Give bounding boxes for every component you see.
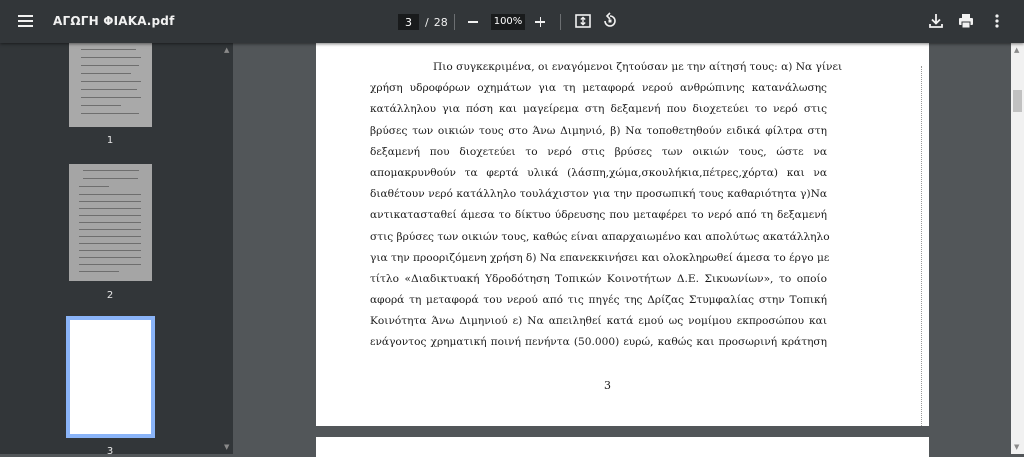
margin-line (921, 66, 922, 426)
download-icon[interactable] (926, 11, 946, 31)
sidebar-scroll-up-icon[interactable]: ▲ (224, 46, 230, 54)
thumbnail-label: 2 (106, 290, 114, 301)
main-scroll-down-icon[interactable]: ▼ (1014, 443, 1020, 451)
thumbnail-label: 1 (106, 135, 114, 146)
text-line: αφορά τη μεταφορά του νερού από τις πηγές της Δρίζας Στυμφαλίας στην Τοπική (370, 294, 827, 307)
page-selector (398, 14, 448, 30)
toolbar-divider (560, 14, 561, 30)
text-line: διαθέτουν νερό κατάλληλο τουλάχιστον για την προσωπική τους καθαριότητα γ)Να (370, 188, 827, 201)
thumbnail-page-1[interactable] (69, 43, 152, 127)
main-scrollbar-thumb[interactable] (1013, 90, 1022, 112)
text-line: βρύσες των οικιών τους στο Άνω Διμηνιό, β) Να τοποθετηθούν ειδικά φίλτρα στη (370, 124, 827, 137)
more-vert-icon[interactable] (987, 11, 1007, 31)
pdf-page-next (316, 437, 929, 457)
toolbar (0, 0, 1024, 43)
thumbnail-page-3-selected[interactable] (66, 316, 155, 438)
zoom-out-button[interactable] (466, 13, 480, 29)
print-icon[interactable] (956, 11, 976, 31)
text-line: δεξαμενή που διοχετεύει το νερό στις βρύσες των οικιών τους, ώστε να (370, 145, 827, 158)
text-line: Κοινότητα Άνω Διμηνιού ε) Να απειληθεί κατά εμού ως νομίμου εκπροσώπου και (370, 315, 827, 328)
page-number-input[interactable] (398, 14, 419, 30)
text-line: τίτλο «Διαδικτυακή Υδροδότηση Τοπικών Κοινοτήτων Δ.Ε. Σικυωνίων», το οποίο (370, 272, 827, 285)
fit-page-icon[interactable] (573, 11, 593, 31)
zoom-level-input[interactable]: 100% (491, 14, 525, 30)
text-line: στις βρύσες των οικιών τους, καθώς είναι απαρχαιωμένο και απολύτως ακατάλληλο (370, 230, 830, 243)
text-line: για την προοριζόμενη χρήση δ) Να επανεκκινήσει και ολοκληρωθεί άμεσα το έργο με (370, 251, 830, 264)
text-line: κατάλληλου για πόση και μαγείρεμα στη δεξαμενή που διοχετεύει το νερό στις (370, 103, 827, 116)
text-line: απομακρυνθούν τα φερτά υλικά (λάσπη,χώμα,σκουλήκια,πέτρες,χόρτα) και να (370, 166, 827, 179)
rotate-icon[interactable] (600, 11, 620, 31)
page-separator: / (425, 15, 429, 29)
page-text (370, 57, 843, 354)
toolbar-divider (454, 14, 455, 30)
text-line: χρήση υδροφόρων οχημάτων για τη μεταφορά νερού ανθρώπινης κατανάλωσης (370, 82, 827, 95)
text-line: ενάγοντος χρηματική ποινή πενήντα (50.000) ευρώ, καθώς και προσωρινή κράτηση (370, 336, 827, 349)
thumbnail-page-2[interactable] (69, 164, 152, 281)
menu-icon[interactable] (14, 12, 38, 32)
file-title: ΑΓΩΓΗ ΦΙΑΚΑ.pdf (53, 14, 175, 28)
thumbnail-label: 3 (106, 446, 114, 457)
text-line: Πιο συγκεκριμένα, οι εναγόμενοι ζητούσαν με την αίτησή τους: α) Να γίνει (433, 61, 843, 73)
zoom-in-button[interactable] (533, 13, 547, 29)
pdf-page (316, 43, 929, 426)
sidebar-scrollbar[interactable] (221, 43, 233, 454)
page-number: 3 (604, 379, 611, 392)
sidebar-scroll-down-icon[interactable]: ▼ (224, 443, 230, 451)
total-pages: 28 (433, 15, 448, 29)
text-line: αντικατασταθεί άμεσα το δίκτυο ύδρευσης που μεταφέρει το νερό από τη δεξαμενή (370, 209, 827, 222)
main-scroll-up-icon[interactable]: ▲ (1014, 46, 1020, 54)
